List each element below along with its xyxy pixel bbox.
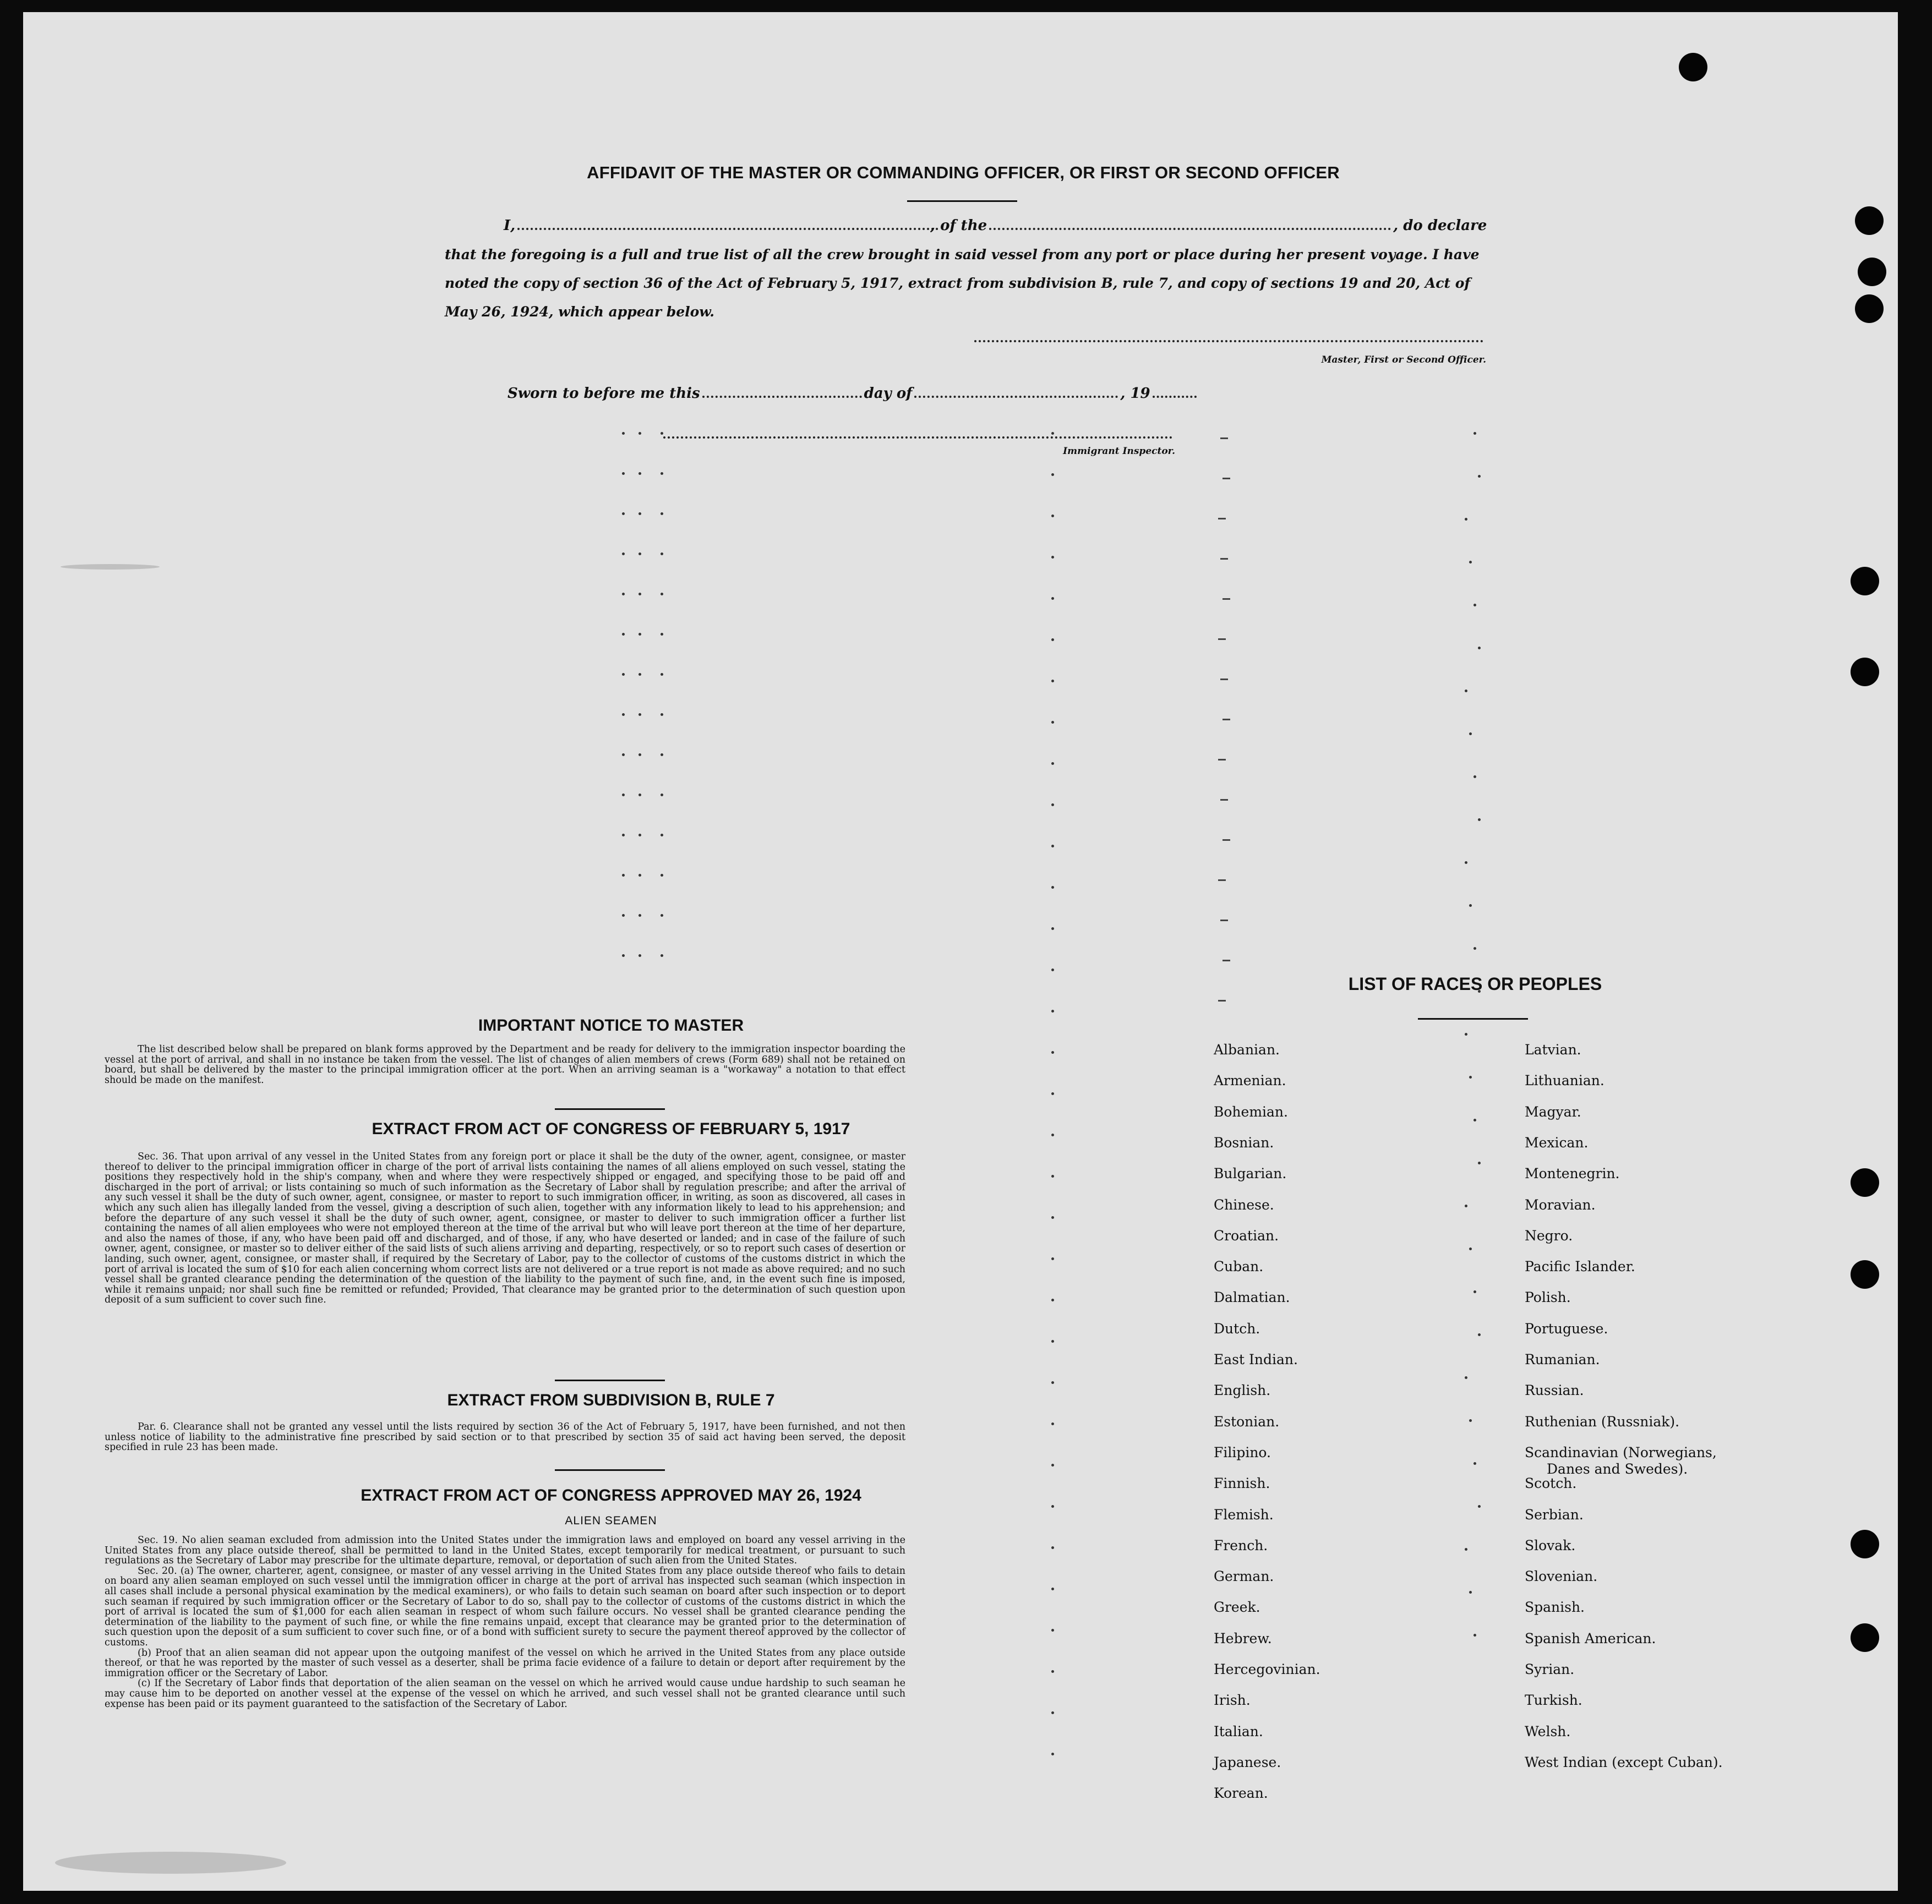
name-blank[interactable] [517,228,938,230]
punch-hole [1851,1168,1879,1197]
bleed-dot [1478,1505,1481,1508]
bleed-dot [1051,1299,1054,1301]
punch-hole [1679,53,1707,81]
bleed-dot [1473,604,1476,606]
bleed-dot [1473,1634,1476,1637]
race-right-item: Negro. [1525,1227,1573,1244]
race-right-item: Montenegrin. [1525,1166,1620,1182]
bleed-dash [1222,719,1230,720]
bleed-dot [1469,1076,1472,1079]
race-right-item: Spanish American. [1525,1630,1656,1646]
bleed-dot [1465,518,1467,521]
bleed-dot [638,472,641,475]
punch-hole [1855,206,1884,235]
race-left-item: German. [1214,1568,1274,1585]
bleed-dot [1478,1162,1481,1164]
bleed-dot [661,673,663,676]
bleed-dot [622,794,625,796]
scan-border-bottom [0,1891,1932,1904]
bleed-dot [622,834,625,836]
bleed-dot [1051,1505,1054,1508]
bleed-dot [1478,818,1481,821]
race-left-item: Chinese. [1214,1196,1274,1213]
bleed-dot [638,713,641,716]
race-right-item: Scandinavian (Norwegians, [1525,1444,1717,1460]
race-left-item: Armenian. [1214,1073,1286,1089]
bleed-dot [661,914,663,917]
bleed-dot [1473,1119,1476,1121]
bleed-dot [1051,1464,1054,1467]
race-left-item: Bohemian. [1214,1103,1288,1120]
race-left-item: Filipino. [1214,1444,1271,1460]
bleed-dot [638,512,641,515]
scan-border-top [0,0,1932,12]
affidavit-line-vessel: , of the , do declare [930,217,1487,234]
race-right-item: Turkish. [1525,1692,1582,1709]
bleed-dot [1465,861,1467,864]
race-left-item: Irish. [1214,1692,1251,1709]
bleed-dot [1478,475,1481,478]
race-right-item: Magyar. [1525,1103,1581,1120]
bleed-dot [661,874,663,877]
race-right-item: Serbian. [1525,1506,1584,1523]
sworn-month-blank[interactable] [914,396,1118,398]
bleed-dot [1051,597,1054,600]
bleed-dot [661,954,663,957]
race-left-item: Greek. [1214,1599,1260,1616]
bleed-dot [1051,1546,1054,1549]
bleed-dot [1051,473,1054,476]
bleed-dash [1222,478,1230,479]
punch-hole [1851,1623,1879,1652]
sec-20c-paragraph: (c) If the Secretary of Labor finds that deportation of the alien seaman on the vessel on which he arrived would cause undue hardship to such seaman he may cause him to be deported on another vessel at the expense of the vessel on which he arrived, and such vessel shall not be granted clearance until such expense has been paid or its payment guaranteed to the satisfaction of the Secretary of Labor. [105,1678,905,1710]
bleed-dot [1051,515,1054,517]
bleed-dot [661,834,663,836]
bleed-dash [1222,839,1230,841]
bleed-dot [1469,904,1472,907]
race-right-item: Latvian. [1525,1042,1581,1058]
bleed-dot [1469,561,1472,563]
punch-hole [1851,1260,1879,1289]
bleed-dot [661,472,663,475]
race-left-item: Estonian. [1214,1413,1280,1430]
bleed-dot [1051,762,1054,765]
bleed-dot [1051,721,1054,724]
race-right-item: Mexican. [1525,1134,1589,1151]
race-right-item: West Indian (except Cuban). [1525,1754,1723,1770]
bleed-dot [1465,1376,1467,1379]
race-left-item: Hebrew. [1214,1630,1272,1646]
race-right-item: Scotch. [1525,1475,1577,1492]
scan-smudge [55,1852,286,1874]
bleed-dot [622,954,625,957]
affidavit-title: AFFIDAVIT OF THE MASTER OR COMMANDING OFFICER, OR FIRST OR SECOND OFFICER [587,163,1340,182]
race-right-item: Russian. [1525,1382,1584,1399]
race-right-item: Spanish. [1525,1599,1585,1616]
bleed-dot [1051,432,1054,435]
scan-border-left [0,0,23,1904]
bleed-dot [1465,1205,1467,1207]
bleed-dot [661,713,663,716]
bleed-dot [638,552,641,555]
notice-paragraph: The list described below shall be prepared on blank forms approved by the Department and be ready for delivery to the immigration inspector boarding the vessel at the port of arrival, and shall in no instance be taken from the vessel. The list of changes of alien members of crews (Form 689) shall not be retained on board, but shall be delivered by the master to the principal immigration officer at the port. When an arriving seaman is a "workaway" a notation to that effect should be made on the manifest. [105,1044,905,1086]
affidavit-line-i: I, [504,217,941,234]
bleed-dot [1478,1333,1481,1336]
bleed-dot [1469,1419,1472,1422]
bleed-dot [1465,1548,1467,1551]
race-right-item: Moravian. [1525,1196,1596,1213]
bleed-dot [1051,1629,1054,1632]
signature-caption: Master, First or Second Officer. [1321,354,1486,365]
bleed-dash [1220,558,1228,560]
bleed-dot [1469,732,1472,735]
bleed-dot [638,753,641,756]
race-left-item: Finnish. [1214,1475,1270,1492]
sworn-line: Sworn to before me this day of , 19 [507,385,1199,402]
race-right-item: Welsh. [1525,1723,1571,1739]
race-right-item: Slovak. [1525,1537,1576,1553]
race-left-item: Korean. [1214,1785,1268,1802]
punch-hole [1855,294,1884,323]
race-right-item: Polish. [1525,1289,1571,1306]
race-left-item: Bosnian. [1214,1134,1274,1151]
bleed-dot [638,794,641,796]
bleed-dot [661,593,663,595]
race-right-item: Ruthenian (Russniak). [1525,1413,1680,1430]
race-left-item: Hercegovinian. [1214,1661,1320,1677]
bleed-dot [1469,1591,1472,1594]
bleed-dot [1051,680,1054,682]
race-right-item: Pacific Islander. [1525,1259,1635,1275]
bleed-dot [661,512,663,515]
races-title: LIST OF RACES OR PEOPLES [1348,974,1602,994]
section-rule [555,1108,665,1110]
race-right-item: Lithuanian. [1525,1073,1604,1089]
bleed-dot [1051,1340,1054,1343]
bleed-dot [622,552,625,555]
notice-title: IMPORTANT NOTICE TO MASTER [478,1016,744,1035]
bleed-dot [622,713,625,716]
bleed-dot [661,794,663,796]
bleed-dot [622,432,625,435]
alien-seamen-subtitle: ALIEN SEAMEN [565,1514,657,1527]
bleed-dot [638,874,641,877]
section-rule [555,1469,665,1471]
punch-hole [1858,258,1886,286]
bleed-dot [1465,1033,1467,1036]
bleed-dash [1218,518,1226,519]
subdivision-b-paragraph: Par. 6. Clearance shall not be granted any vessel until the lists required by section 36 of the Act of February 5, 1917, have been furnished, and not then unless notice of liability to the administrative fine prescribed by said section or to that prescribed by section 35 of said act having been served, the deposit specified in rule 23 has been made. [105,1421,905,1453]
bleed-dot [1478,647,1481,649]
bleed-dot [622,753,625,756]
scan-smudge [61,564,160,570]
races-title-rule [1418,1018,1528,1020]
bleed-dot [1051,1257,1054,1260]
extract-1917-title: EXTRACT FROM ACT OF CONGRESS OF FEBRUARY 5, 1917 [372,1120,850,1138]
race-left-item: Albanian. [1214,1042,1280,1058]
bleed-dot [638,432,641,435]
bleed-dash [1222,960,1230,961]
bleed-dot [1051,886,1054,889]
title-rule [907,200,1017,202]
extract-1917-paragraph: Sec. 36. That upon arrival of any vessel in the United States from any foreign port or place it shall be the duty of the owner, agent, consignee, or master thereof to deliver to the principal immigration officer in charge of the port of arrival lists containing the names of all aliens employed on such vessel, stating the positions they respectively hold in the ship's company, when and where they were respectively shipped or engaged, and specifying those to be paid off and discharged in the port of arrival; or lists containing so much of such information as the Secretary of Labor shall by regulation prescribe; and after the arrival of any such vessel it shall be the duty of such owner, agent, consignee, or master to report to such immigration officer, in writing, as soon as discovered, all cases in which any such alien has illegally landed from the vessel, giving a description of such alien, together with any information likely to lead to his apprehension; and before the departure of any such vessel it shall be the duty of such owner, agent, consignee, or master to deliver to such immigration officer a further list containing the names of all alien employees who were not employed thereon at the time of the arrival but who will leave port thereon at the time of her departure, and also the names of those, if any, who have been paid off and discharged, and of those, if any, who have deserted or landed; and in case of the failure of such owner, agent, consignee, or master so to deliver either of the said lists of such aliens arriving and departing, respectively, or so to report such cases of desertion or landing, such owner, agent, consignee, or master shall, if required by the Secretary of Labor, pay to the collector of customs of the customs district in which the port of arrival is located the sum of $10 for each alien concerning whom correct lists are not delivered or a true report is not made as above required; and no such vessel shall be granted clearance pending the determination of the question of the liability to the payment of such fine, and, in the event such fine is imposed, while it remains unpaid; nor shall such fine be remitted or refunded; Provided, That clearance may be granted prior to the determination of such question upon deposit of a sum sufficient to cover such fine. [105,1151,905,1306]
race-left-item: Cuban. [1214,1259,1264,1275]
bleed-dash [1222,598,1230,600]
bleed-dot [1051,1588,1054,1590]
bleed-dot [638,954,641,957]
bleed-dot [1051,1216,1054,1219]
bleed-dot [1473,947,1476,950]
bleed-dash [1220,437,1228,439]
race-right-item: Portuguese. [1525,1320,1608,1337]
bleed-dot [1051,556,1054,559]
bleed-dot [1051,1422,1054,1425]
bleed-dot [1473,775,1476,778]
bleed-dot [1051,1381,1054,1384]
bleed-dot [622,673,625,676]
bleed-dot [638,834,641,836]
bleed-dot [638,914,641,917]
race-left-item: English. [1214,1382,1271,1399]
race-left-item: Flemish. [1214,1506,1274,1523]
extract-1924-title: EXTRACT FROM ACT OF CONGRESS APPROVED MAY 26, 1924 [361,1486,861,1504]
bleed-dot [1051,927,1054,930]
inspector-signature-line[interactable] [663,436,1172,439]
notice-text [105,1044,905,1085]
bleed-dash [1218,879,1226,881]
bleed-dot [622,472,625,475]
extract-1924-text [105,1535,905,1709]
inspector-caption: Immigrant Inspector. [1063,446,1175,457]
subdivision-b-text [105,1422,905,1453]
bleed-dot [1051,1175,1054,1178]
bleed-dot [1051,803,1054,806]
race-left-item: East Indian. [1214,1352,1298,1367]
bleed-dot [622,633,625,636]
affidavit-statement: that the foregoing is a full and true list of all the crew brought in said vessel from any port or place during her present voyage. I have noted the copy of section 36 of the Act of February 5, 1917, extract from subdivision B, rule 7, and copy of sections 19 and 20, Act of May 26, 1924, which appear below. [445,247,1480,320]
bleed-dot [1051,638,1054,641]
sworn-year-blank[interactable] [1153,396,1197,398]
bleed-dot [1051,1753,1054,1755]
race-right-item: Slovenian. [1525,1568,1598,1585]
section-rule [555,1380,665,1381]
punch-hole [1851,567,1879,595]
sec-20b-paragraph: (b) Proof that an alien seaman did not appear upon the outgoing manifest of the vessel on which he arrived in the United States from any place outside thereof, or that he was reported by the master of such vessel as a deserter, shall be prima facie evidence of a failure to detain or deport after requirement by the immigration officer or the Secretary of Labor. [105,1647,905,1679]
sworn-day-blank[interactable] [702,396,862,398]
race-left-item: Japanese. [1214,1754,1281,1770]
bleed-dash [1218,1000,1226,1002]
bleed-dot [1469,1248,1472,1250]
bleed-dot [661,552,663,555]
bleed-dash [1220,679,1228,680]
bleed-dot [1051,1711,1054,1714]
subdivision-b-title: EXTRACT FROM SUBDIVISION B, RULE 7 [447,1391,775,1409]
bleed-dot [1473,432,1476,435]
bleed-dot [622,914,625,917]
vessel-blank[interactable] [989,228,1391,230]
race-left-item: Dalmatian. [1214,1289,1290,1306]
bleed-dot [1051,1010,1054,1013]
scan-border-right [1898,0,1932,1904]
bleed-dot [638,633,641,636]
bleed-dash [1220,799,1228,801]
bleed-dot [661,633,663,636]
bleed-dot [622,512,625,515]
race-left-item: French. [1214,1537,1268,1553]
bleed-dot [1051,845,1054,847]
bleed-dot [622,593,625,595]
extract-1917-text [105,1152,905,1305]
bleed-dash [1220,920,1228,921]
bleed-dot [1051,1670,1054,1673]
bleed-dot [638,673,641,676]
bleed-dot [622,874,625,877]
sec-20a-paragraph: Sec. 20. (a) The owner, charterer, agent, consignee, or master of any vessel arriving in the United States from any place outside thereof who fails to detain on board any alien seaman employed on such vessel until the immigration officer in charge at the port of arrival has inspected such seaman (which inspection in all cases shall include a personal physical examination by the medical examiners), or who fails to detain such seaman on board after such inspection or to deport such seaman if required by such immigration officer or the Secretary of Labor to do so, shall pay to the collector of customs of the customs district in which the port of arrival is located the sum of $1,000 for each alien seaman in respect of whom such failure occurs. No vessel shall be granted clearance pending the determination of the liability to the payment of such fine, or while the fine remains unpaid, except that clearance may be granted prior to the determination of such question upon the deposit of a sum sufficient to cover such fine, or of a bond with sufficient surety to secure the payment thereof approved by the collector of customs. [105,1565,905,1648]
bleed-dot [1051,969,1054,971]
bleed-dot [1473,1462,1476,1465]
bleed-dot [1473,1290,1476,1293]
race-left-item: Bulgarian. [1214,1166,1287,1182]
race-right-item: Rumanian. [1525,1352,1600,1367]
bleed-dot [661,432,663,435]
bleed-dash [1218,759,1226,760]
race-left-item: Croatian. [1214,1227,1279,1244]
bleed-dot [1051,1051,1054,1054]
bleed-dot [661,753,663,756]
bleed-dot [1051,1092,1054,1095]
race-right-item: Syrian. [1525,1661,1575,1677]
punch-hole [1851,658,1879,686]
bleed-dot [1465,690,1467,692]
punch-hole [1851,1530,1879,1558]
bleed-dash [1218,638,1226,640]
bleed-dot [638,593,641,595]
race-left-item: Dutch. [1214,1320,1260,1337]
race-left-item: Italian. [1214,1723,1263,1739]
signature-line[interactable] [974,340,1483,342]
sec-19-paragraph: Sec. 19. No alien seaman excluded from admission into the United States under the immigration laws and employed on board any vessel arriving in the United States from any place outside thereof, shall be permitted to land in the United States, except temporarily for medical treatment, or pursuant to such regulations as the Secretary of Labor may prescribe for the ultimate departure, removal, or deportation of such alien from the United States. [105,1535,905,1567]
race-right-item: Danes and Swedes). [1547,1460,1688,1477]
